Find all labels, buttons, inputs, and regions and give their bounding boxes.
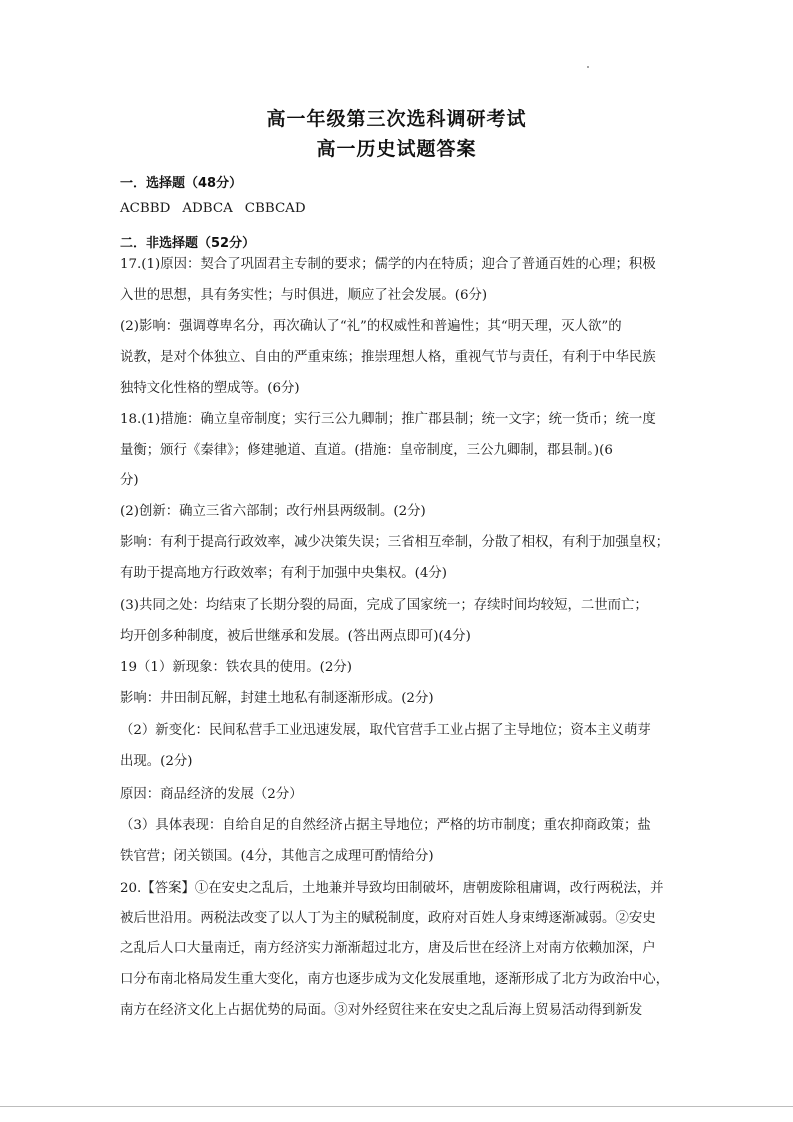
answer-line: 被后世沿用。两税法改变了以人丁为主的赋税制度，政府对百姓人身束缚逐渐减弱。②安史 [120, 911, 656, 926]
answer-line: 均开创多种制度，被后世继承和发展。(答出两点即可)(4分) [120, 629, 471, 644]
answer-line: 之乱后人口大量南迁，南方经济实力渐渐超过北方，唐及后世在经济上对南方依赖加深，户 [120, 941, 656, 956]
answer-line: 说教，是对个体独立、自由的严重束练；推崇理想人格，重视气节与责任，有利于中华民族 [120, 350, 656, 365]
answer-line: 19（1）新现象：铁农具的使用。(2分) [120, 660, 352, 675]
page-title: 高一年级第三次选科调研考试 [266, 108, 527, 130]
section-heading-nonchoice: 二．非选择题（52分） [120, 236, 256, 251]
answer-line: (3)共同之处：均结束了长期分裂的局面，完成了国家统一；存续时间均较短，二世而亡； [120, 598, 648, 613]
answer-line: (2)创新：确立三省六部制；改行州县两级制。(2分) [120, 504, 426, 519]
answer-line: （2）新变化：民间私营手工业迅速发展，取代官营手工业占据了主导地位；资本主义萌芽 [120, 723, 651, 738]
speck-mark [587, 66, 589, 68]
answer-line: 17.(1)原因：契合了巩固君主专制的要求；儒学的内在特质；迎合了普通百姓的心理；积极 [120, 257, 656, 272]
answer-line: 原因：商品经济的发展（2分） [120, 787, 303, 802]
page-subtitle: 高一历史试题答案 [316, 138, 477, 160]
answer-line: 入世的思想，具有务实性；与时俱进，顺应了社会发展。(6分) [120, 288, 488, 303]
answer-line: 南方在经济文化上占据优势的局面。③对外经贸往来在安史之乱后海上贸易活动得到新发 [120, 1003, 643, 1018]
section-heading-choice: 一．选择题（48分） [120, 176, 243, 191]
answer-group: CBBCAD [244, 201, 306, 216]
answer-line: 有助于提高地方行政效率；有利于加强中央集权。(4分) [120, 566, 447, 581]
answer-line: 独特文化性格的塑成等。(6分) [120, 381, 300, 396]
answer-line: 出现。(2分) [120, 754, 193, 769]
answer-line: 影响：有利于提高行政效率，减少决策失误；三省相互牵制，分散了相权，有利于加强皇权； [120, 535, 670, 550]
answer-group: ACBBD [120, 201, 171, 216]
answer-line: (2)影响：强调尊卑名分，再次确认了“礼”的权威性和普遍性；其“明天理，灭人欲”的 [120, 319, 622, 334]
answer-line: 铁官营；闭关锁国。(4分，其他言之成理可酌情给分) [120, 849, 434, 864]
answer-line: 量衡；颁行《秦律》；修建驰道、直道。(措施：皇帝制度，三公九卿制，郡县制。)(6 [120, 443, 613, 458]
answer-line: 20.【答案】①在安史之乱后，土地兼并导致均田制破坏，唐朝废除租庸调，改行两税法，并 [120, 881, 664, 896]
page-bottom-divider [0, 1106, 793, 1107]
answer-line: （3）具体表现：自给自足的自然经济占据主导地位；严格的坊市制度；重农抑商政策；盐 [120, 818, 651, 833]
answer-group: ADBCA [182, 201, 233, 216]
answer-line: 18.(1)措施：确立皇帝制度；实行三公九卿制；推广郡县制；统一文字；统一货币；统一度 [120, 412, 656, 427]
answer-line: 影响：井田制瓦解，封建土地私有制逐渐形成。(2分) [120, 691, 434, 706]
choice-answers [120, 200, 680, 218]
answer-line: 分) [120, 473, 139, 488]
answer-line: 口分布南北格局发生重大变化，南方也逐步成为文化发展重地，逐渐形成了北方为政治中心， [120, 972, 670, 987]
